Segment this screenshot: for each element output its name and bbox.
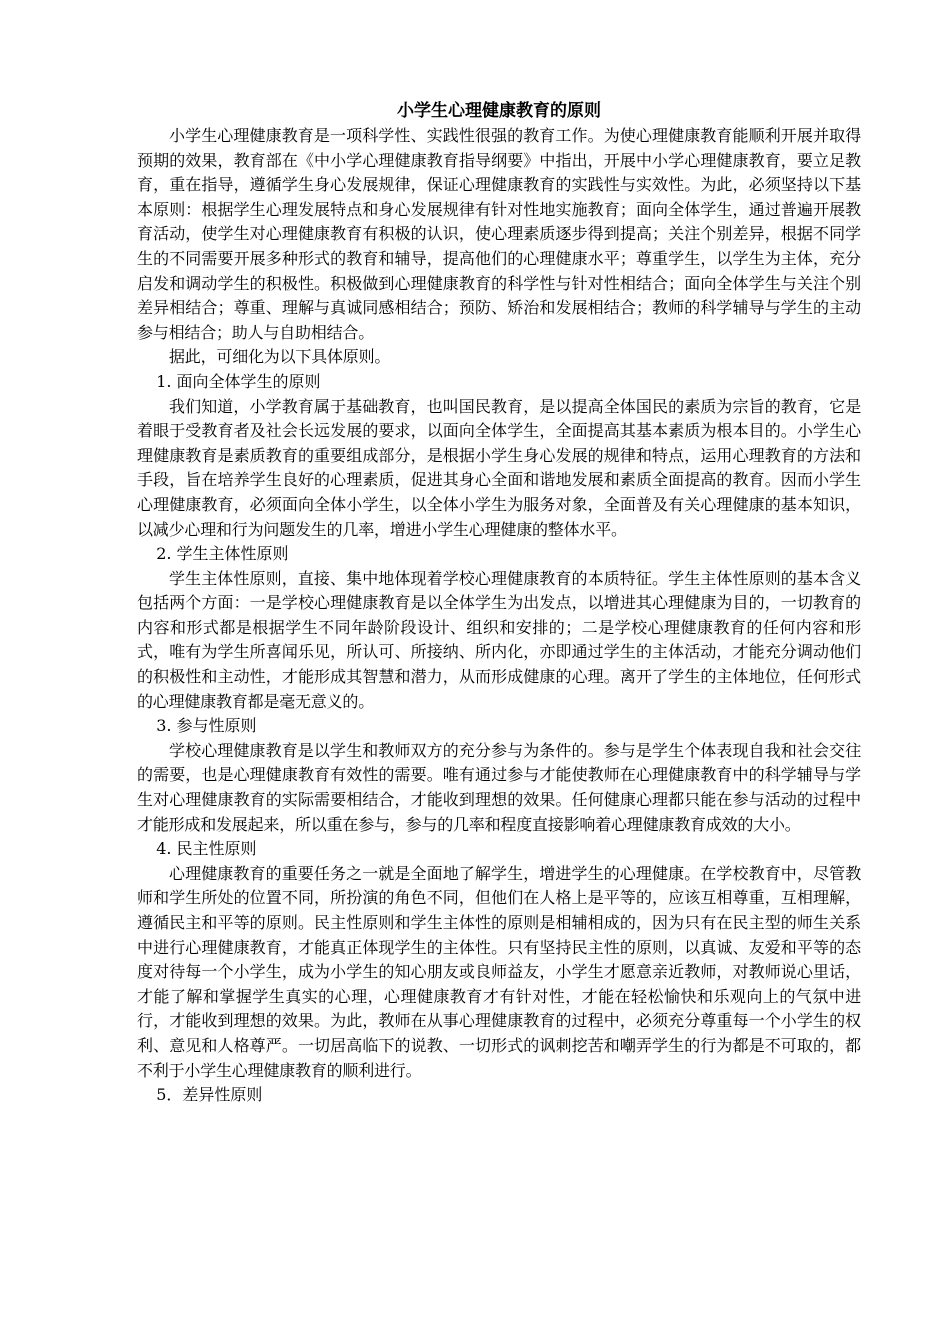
paragraph-section-4: 心理健康教育的重要任务之一就是全面地了解学生，增进学生的心理健康。在学校教育中，尽管教师和学生所处的位置不同，所扮演的角色不同，但他们在人格上是平等的，应该互相尊重，互相理解，遵循民主和平等的原则。民主性原则和学生主体性的原则是相辅相成的，因为只有在民主型的师生关系中进行心理健康教育，才能真正体现学生的主体性。只有坚持民主性的原则，以真诚、友爱和平等的态度对待每一个小学生，成为小学生的知心朋友或良师益友，小学生才愿意亲近教师，对教师说心里话，才能了解和掌握学生真实的心理，心理健康教育才有针对性，才能在轻松愉快和乐观向上的气氛中进行，才能收到理想的效果。为此，教师在从事心理健康教育的过程中，必须充分尊重每一个小学生的权利、意见和人格尊严。一切居高临下的说教、一切形式的讽刺挖苦和嘲弄学生的行为都是不可取的，都不利于小学生心理健康教育的顺利进行。 [137,863,861,1080]
paragraph-section-3: 学校心理健康教育是以学生和教师双方的充分参与为条件的。参与是学生个体表现自我和社会交往的需要，也是心理健康教育有效性的需要。唯有通过参与才能使教师在心理健康教育中的科学辅导与学生对心理健康教育的实际需要相结合，才能收到理想的效果。任何健康心理都只能在参与活动的过程中才能形成和发展起来，所以重在参与，参与的几率和程度直接影响着心理健康教育成效的大小。 [137,740,861,834]
section-heading-5: 5．差异性原则 [156,1085,263,1105]
section-heading-4: 4. 民主性原则 [156,839,257,859]
paragraph-intro: 小学生心理健康教育是一项科学性、实践性很强的教育工作。为使心理健康教育能顺利开展并取得预期的效果，教育部在《中小学心理健康教育指导纲要》中指出，开展中小学心理健康教育，要立足教育，重在指导，遵循学生身心发展规律，保证心理健康教育的实践性与实效性。为此，必须坚持以下基本原则：根据学生心理发展特点和身心发展规律有针对性地实施教育；面向全体学生，通过普遍开展教育活动，使学生对心理健康教育有积极的认识，使心理素质逐步得到提高；关注个别差异，根据不同学生的不同需要开展多种形式的教育和辅导，提高他们的心理健康水平；尊重学生，以学生为主体，充分启发和调动学生的积极性。积极做到心理健康教育的科学性与针对性相结合；面向全体学生与关注个别差异相结合；尊重、理解与真诚同感相结合；预防、矫治和发展相结合；教师的科学辅导与学生的主动参与相结合；助人与自助相结合。 [137,126,861,342]
paragraph-section-1: 我们知道，小学教育属于基础教育，也叫国民教育，是以提高全体国民的素质为宗旨的教育，它是着眼于受教育者及社会长远发展的要求，以面向全体学生，全面提高其基本素质为根本目的。小学生心理健康教育是素质教育的重要组成部分，是根据小学生身心发展的规律和特点，运用心理教育的方法和手段，旨在培养学生良好的心理素质，促进其身心全面和谐地发展和素质全面提高的教育。因而小学生心理健康教育，必须面向全体小学生，以全体小学生为服务对象，全面普及有关心理健康的基本知识，以减少心理和行为问题发生的几率，增进小学生心理健康的整体水平。 [137,396,861,539]
document-page [137,98,861,1108]
paragraph-summary: 据此，可细化为以下具体原则。 [169,347,391,367]
document-title: 小学生心理健康教育的原则 [397,101,601,121]
section-heading-2: 2. 学生主体性原则 [156,544,289,564]
section-heading-1: 1. 面向全体学生的原则 [156,371,321,391]
section-heading-3: 3. 参与性原则 [156,716,257,736]
paragraph-section-2: 学生主体性原则，直接、集中地体现着学校心理健康教育的本质特征。学生主体性原则的基本含义包括两个方面：一是学校心理健康教育是以全体学生为出发点，以增进其心理健康为目的，一切教育的内容和形式都是根据学生不同年龄阶段设计、组织和安排的；二是学校心理健康教育的任何内容和形式，唯有为学生所喜闻乐见，所认可、所接纳、所内化，亦即通过学生的主体活动，才能充分调动他们的积极性和主动性，才能形成其智慧和潜力，从而形成健康的心理。离开了学生的主体地位，任何形式的心理健康教育都是毫无意义的。 [137,568,861,711]
